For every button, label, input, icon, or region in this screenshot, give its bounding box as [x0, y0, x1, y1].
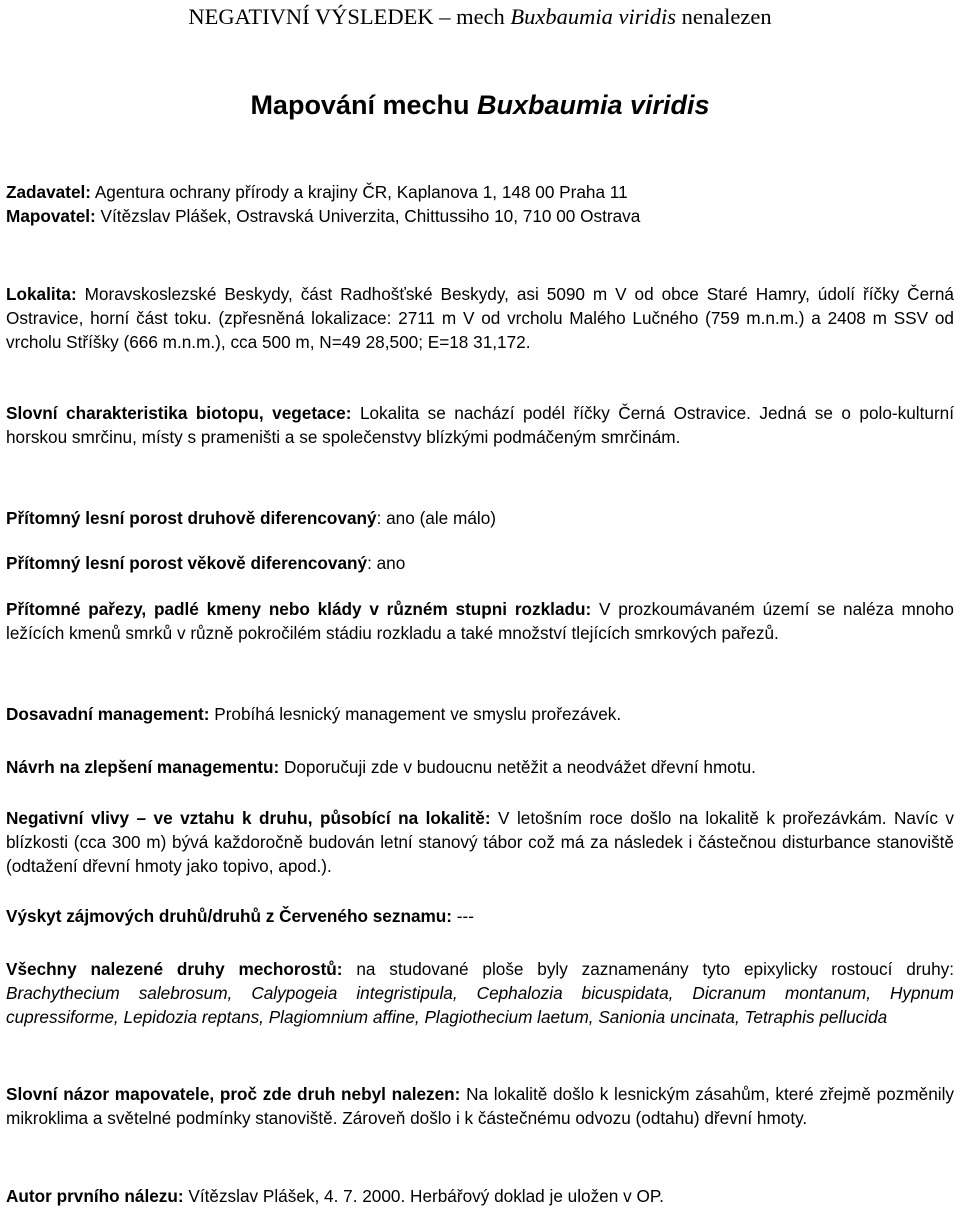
- result-prefix: NEGATIVNÍ VÝSLEDEK – mech: [188, 4, 511, 29]
- page-title: [0, 88, 960, 122]
- management-label: Dosavadní management:: [6, 704, 210, 724]
- autor-text: Vítězslav Plášek, 4. 7. 2000. Herbářový doklad je uložen v OP.: [183, 1186, 664, 1206]
- mechorosty-label: Všechny nalezené druhy mechorostů:: [6, 959, 343, 979]
- result-species: Buxbaumia viridis: [510, 4, 677, 29]
- management-line: [6, 702, 954, 726]
- cerveny-label: Výskyt zájmových druhů/druhů z Červeného seznamu:: [6, 906, 453, 926]
- mapovatel-value: Vítězslav Plášek, Ostravská Univerzita, Chittussiho 10, 710 00 Ostrava: [95, 206, 641, 226]
- biotop-label: Slovní charakteristika biotopu, vegetace:: [6, 403, 352, 423]
- parezy-label: Přítomné pařezy, padlé kmeny nebo klády v různém stupni rozkladu:: [6, 599, 592, 619]
- mechorosty-species: Brachythecium salebrosum, Calypogeia integristipula, Cephalozia bicuspidata, Dicranum montanum, Hypnum cupressiforme, Lepidozia reptans, Plagiomnium affine, Plagiothecium laetum, Sanionia uncinata, Tetraphis pellucida: [6, 983, 954, 1027]
- mechorosty-intro: na studované ploše byly zaznamenány tyto epixylicky rostoucí druhy:: [342, 959, 954, 979]
- result-suffix: nenalezen: [676, 4, 772, 29]
- zadavatel-line: [6, 180, 954, 204]
- porost-druh-line: [6, 506, 954, 530]
- parezy-section: [6, 597, 954, 645]
- nazor-label: Slovní názor mapovatele, proč zde druh nebyl nalezen:: [6, 1084, 461, 1104]
- mapovatel-line: [6, 204, 954, 228]
- navrh-label: Návrh na zlepšení managementu:: [6, 757, 280, 777]
- porost-vek-value: : ano: [367, 553, 406, 573]
- lokalita-label: Lokalita:: [6, 284, 77, 304]
- biotop-section: [6, 401, 954, 449]
- cerveny-text: ---: [452, 906, 474, 926]
- lokalita-section: [6, 282, 954, 354]
- vlivy-section: [6, 806, 954, 878]
- zadavatel-label: Zadavatel:: [6, 182, 92, 202]
- navrh-text: Doporučuji zde v budoucnu netěžit a neodvážet dřevní hmotu.: [279, 757, 756, 777]
- navrh-line: [6, 755, 954, 779]
- porost-druh-label: Přítomný lesní porost druhově diferencovaný: [6, 508, 377, 528]
- management-text: Probíhá lesnický management ve smyslu prořezávek.: [209, 704, 622, 724]
- parezy-text: V prozkoumávaném území se naléza mnoho ležících kmenů smrků v různě pokročilém stádiu rozkladu a také množství tlejících smrkových pařezů.: [6, 599, 954, 643]
- porost-vek-label: Přítomný lesní porost věkově diferencovaný: [6, 553, 368, 573]
- title-prefix: Mapování mechu: [250, 90, 477, 120]
- porost-vek-line: [6, 551, 954, 575]
- porost-druh-value: : ano (ale málo): [376, 508, 496, 528]
- autor-label: Autor prvního nálezu:: [6, 1186, 184, 1206]
- vlivy-text: V letošním roce došlo na lokalitě k prořezávkám. Navíc v blízkosti (cca 300 m) bývá každoročně budován letní stanový tábor což má za následek i částečnou disturbance stanoviště (odtažení dřevní hmoty jako topivo, apod.).: [6, 808, 954, 876]
- mapovatel-label: Mapovatel:: [6, 206, 96, 226]
- vlivy-label: Negativní vlivy – ve vztahu k druhu, působící na lokalitě:: [6, 808, 491, 828]
- zadavatel-value: Agentura ochrany přírody a krajiny ČR, Kaplanova 1, 148 00 Praha 11: [91, 182, 628, 202]
- biotop-text: Lokalita se nachází podél říčky Černá Ostravice. Jedná se o polo-kulturní horskou smrčinu, místy s prameništi a se společenstvy blízkými podmáčeným smrčinám.: [6, 403, 955, 447]
- nazor-text: Na lokalitě došlo k lesnickým zásahům, které zřejmě pozměnily mikroklima a světelné podmínky stanoviště. Zároveň došlo i k částečnému odvozu (odtahu) dřevní hmoty.: [6, 1084, 954, 1128]
- autor-line: [6, 1184, 954, 1208]
- title-species: Buxbaumia viridis: [476, 90, 710, 120]
- nazor-section: [6, 1082, 954, 1130]
- lokalita-text: Moravskoslezské Beskydy, část Radhošťské Beskydy, asi 5090 m V od obce Staré Hamry, údolí říčky Černá Ostravice, horní část toku. (zpřesněná lokalizace: 2711 m V od vrcholu Malého Lučného (759 m.n.m.) a 2408 m SSV od vrcholu Stříšky (666 m.n.m.), cca 500 m, N=49 28,500; E=18 31,172.: [6, 284, 954, 352]
- mechorosty-section: [6, 957, 954, 1029]
- result-heading: [0, 4, 960, 30]
- cerveny-seznam-line: [6, 904, 954, 928]
